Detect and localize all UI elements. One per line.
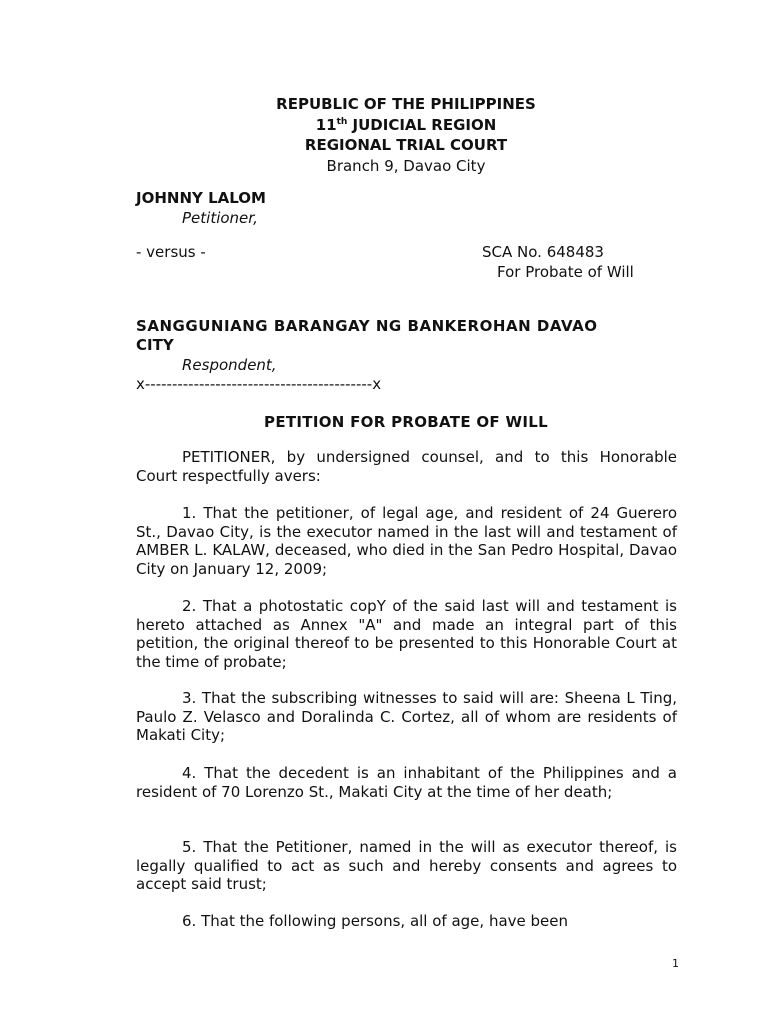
header-region-number: 11 bbox=[315, 115, 337, 134]
header-republic: REPUBLIC OF THE PHILIPPINES bbox=[276, 95, 536, 113]
paragraph-3 bbox=[136, 689, 677, 745]
paragraph-4-text: 4. That the decedent is an inhabitant of the Philippines and a resident of 70 Lorenzo St., Makati City at the time of her death; bbox=[136, 764, 677, 801]
document-title: PETITION FOR PROBATE OF WILL bbox=[264, 413, 548, 431]
paragraph-1-text: 1. That the petitioner, of legal age, and resident of 24 Guerero St., Davao City, is the executor named in the last will and testament of AMBER L. KALAW, deceased, who died in the San Pedro Hospital, Davao City on January 12, 2009; bbox=[136, 504, 677, 578]
petitioner-role: Petitioner, bbox=[182, 209, 258, 227]
paragraph-3-text: 3. That the subscribing witnesses to said will are: Sheena L Ting, Paulo Z. Velasco and Doralinda C. Cortez, all of whom are residents of Makati City; bbox=[136, 689, 677, 745]
paragraph-intro bbox=[136, 448, 677, 485]
versus-text: - versus - bbox=[136, 243, 206, 261]
paragraph-5 bbox=[136, 838, 677, 894]
header-branch: Branch 9, Davao City bbox=[326, 156, 486, 175]
respondent-name-line1: SANGGUNIANG BARANGAY NG BANKEROHAN DAVAO bbox=[136, 317, 598, 335]
court-header bbox=[0, 94, 768, 176]
case-nature: For Probate of Will bbox=[497, 263, 634, 281]
respondent-role: Respondent, bbox=[182, 356, 277, 374]
paragraph-6-text: 6. That the following persons, all of age, have been bbox=[182, 912, 569, 930]
case-number: SCA No. 648483 bbox=[482, 243, 604, 261]
header-region-suffix: th bbox=[336, 116, 348, 127]
paragraph-6 bbox=[136, 912, 677, 931]
paragraph-4 bbox=[136, 764, 677, 801]
respondent-name-line2: CITY bbox=[136, 336, 174, 354]
paragraph-2 bbox=[136, 597, 677, 671]
header-region bbox=[0, 115, 768, 136]
paragraph-2-text: 2. That a photostatic copY of the said last will and testament is hereto attached as Annex "A" and made an integral part of this petition, the original thereof to be presented to this Honorable Court at the time of probate; bbox=[136, 597, 677, 671]
header-court: REGIONAL TRIAL COURT bbox=[304, 136, 508, 154]
caption-separator: x------------------------------------------x bbox=[136, 375, 382, 393]
petitioner-name: JOHNNY LALOM bbox=[136, 189, 266, 207]
header-region-text: JUDICIAL REGION bbox=[347, 115, 497, 134]
paragraph-1 bbox=[136, 504, 677, 578]
paragraph-intro-text: PETITIONER, by undersigned counsel, and to this Honorable Court respectfully avers: bbox=[136, 448, 677, 485]
page-number: 1 bbox=[672, 957, 679, 970]
paragraph-5-text: 5. That the Petitioner, named in the will as executor thereof, is legally qualified to act as such and hereby consents and agrees to accept said trust; bbox=[136, 838, 677, 894]
